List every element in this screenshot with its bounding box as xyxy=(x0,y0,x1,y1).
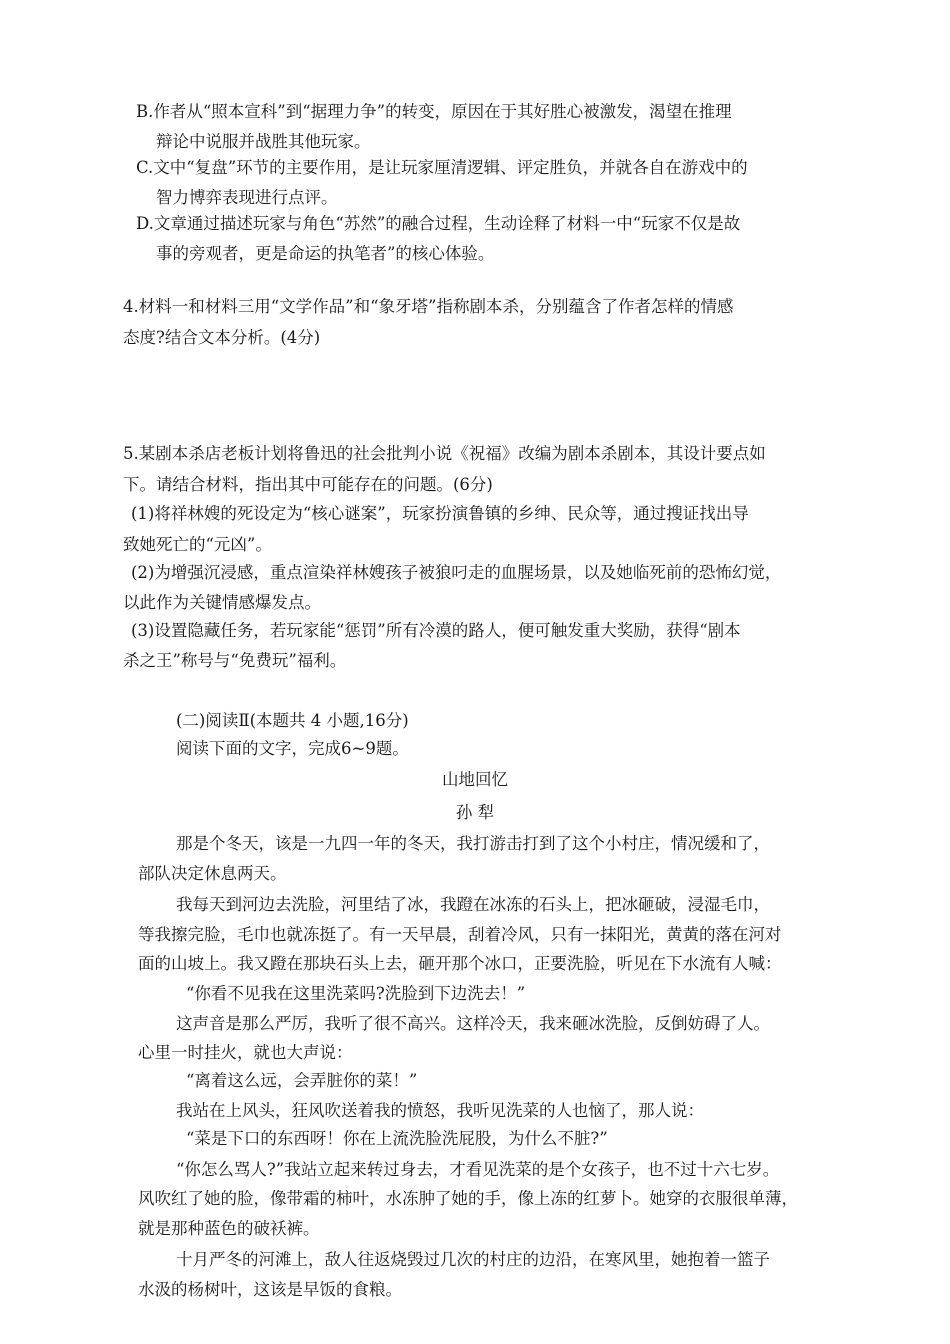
passage-line: 我每天到河边去洗脸，河里结了冰，我蹬在冰冻的石头上，把冰砸破，浸湿毛巾， xyxy=(176,895,770,914)
point-3-line2: 杀之王”称号与“免费玩”福利。 xyxy=(123,651,347,670)
section-heading: (二)阅读Ⅱ(本题共 4 小题,16分) xyxy=(176,711,409,730)
point-2-line1: (2)为增强沉浸感，重点渲染祥林嫂孩子被狼叼走的血腥场景，以及她临死前的恐怖幻觉， xyxy=(131,563,782,582)
option-b-line2: 辩论中说服并战胜其他玩家。 xyxy=(156,132,371,151)
question-5-line2: 下。请结合材料，指出其中可能存在的问题。(6分) xyxy=(123,475,493,494)
option-c-line2: 智力博弈表现进行点评。 xyxy=(156,188,338,207)
passage-line: “菜是下口的东西呀！你在上流洗脸洗屁股，为什么不脏?” xyxy=(186,1129,608,1148)
passage-line: 就是那种蓝色的破袄裤。 xyxy=(138,1219,320,1238)
question-4-line1: 4.材料一和材料三用“文学作品”和“象牙塔”指称剧本杀，分别蕴含了作者怎样的情感 xyxy=(123,297,734,316)
passage-author: 孙 犁 xyxy=(455,803,495,822)
passage-line: 面的山坡上。我又蹬在那块石头上去，砸开那个冰口，正要洗脸，听见在下水流有人喊： xyxy=(138,954,782,973)
point-2-line2: 以此作为关键情感爆发点。 xyxy=(123,593,321,612)
passage-line: “你看不见我在这里洗菜吗?洗脸到下边洗去！” xyxy=(186,984,526,1003)
option-d-line2: 事的旁观者，更是命运的执笔者”的核心体验。 xyxy=(156,244,495,263)
passage-line: 这声音是那么严厉，我听了很不高兴。这样冷天，我来砸冰洗脸，反倒妨碍了人。 xyxy=(176,1014,770,1033)
passage-line: 水汲的杨树叶，这该是早饭的食粮。 xyxy=(138,1280,402,1299)
passage-line: 部队决定休息两天。 xyxy=(138,864,287,883)
passage-line: 我站在上风头，狂风吹送着我的愤怒，我听见洗菜的人也恼了，那人说： xyxy=(176,1101,704,1120)
section-instruction: 阅读下面的文字，完成6~9题。 xyxy=(176,739,409,758)
question-5-line1: 5.某剧本杀店老板计划将鲁迅的社会批判小说《祝福》改编为剧本杀剧本，其设计要点如 xyxy=(123,444,766,463)
passage-line: 等我擦完脸，毛巾也就冻挺了。有一天早晨，刮着冷风，只有一抹阳光，黄黄的落在河对 xyxy=(138,925,782,944)
passage-line: 风吹红了她的脸，像带霜的柿叶，水冻肿了她的手，像上冻的红萝卜。她穿的衣服很单薄， xyxy=(138,1189,798,1208)
question-4-line2: 态度?结合文本分析。(4分) xyxy=(123,328,321,347)
passage-line: “离着这么远，会弄脏你的菜！” xyxy=(186,1071,418,1090)
point-3-line1: (3)设置隐藏任务，若玩家能“惩罚”所有冷漠的路人，便可触发重大奖励，获得“剧本 xyxy=(131,621,741,640)
passage-title: 山地回忆 xyxy=(442,770,508,789)
passage-line: “你怎么骂人?”我站立起来转过身去，才看见洗菜的是个女孩子，也不过十六七岁。 xyxy=(176,1160,780,1179)
point-1-line2: 致她死亡的“元凶”。 xyxy=(123,535,272,554)
passage-line: 十月严冬的河滩上，敌人往返烧毁过几次的村庄的边沿，在寒风里，她抱着一篮子 xyxy=(176,1250,770,1269)
passage-line: 心里一时挂火，就也大声说： xyxy=(138,1043,353,1062)
option-d-line1: D.文章通过描述玩家与角色“苏然”的融合过程，生动诠释了材料一中“玩家不仅是故 xyxy=(136,214,741,233)
passage-line: 那是个冬天，该是一九四一年的冬天，我打游击打到了这个小村庄，情况缓和了， xyxy=(176,834,770,853)
point-1-line1: (1)将祥林嫂的死设定为“核心谜案”，玩家扮演鲁镇的乡绅、民众等，通过搜证找出导 xyxy=(131,504,749,523)
option-b-line1: B.作者从“照本宣科”到“据理力争”的转变，原因在于其好胜心被激发，渴望在推理 xyxy=(136,102,732,121)
option-c-line1: C.文中“复盘”环节的主要作用，是让玩家厘清逻辑、评定胜负，并就各自在游戏中的 xyxy=(136,158,748,177)
